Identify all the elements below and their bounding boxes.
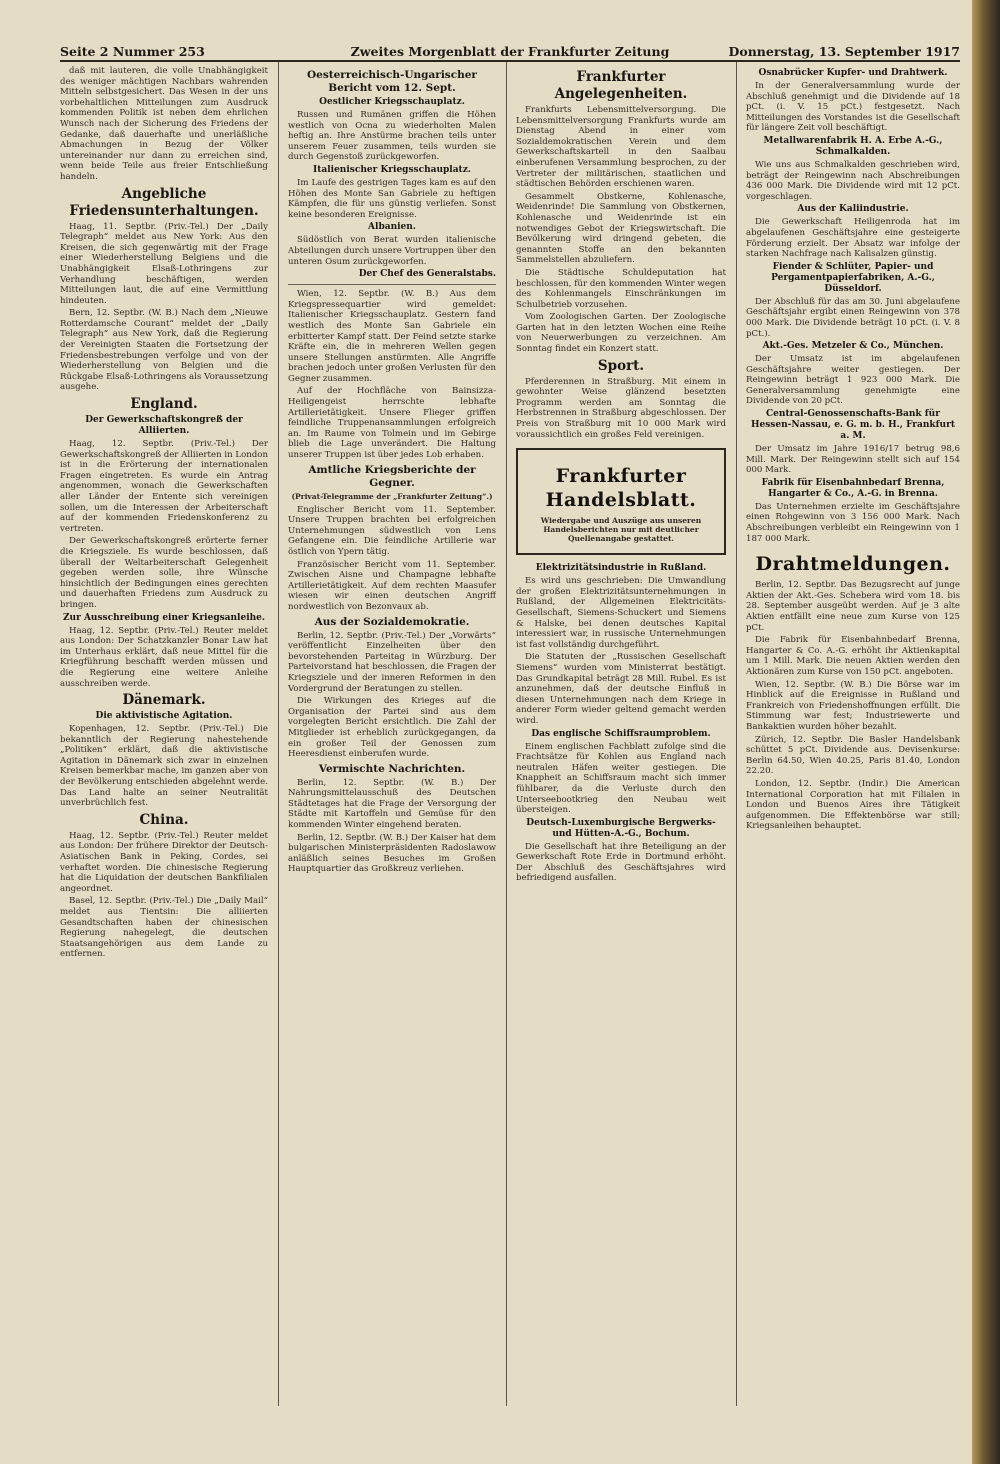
column-divider-1 [278,62,279,1406]
article-metzeler-1: Der Umsatz ist im abgelaufenen Geschäftsjahre weiter gestiegen. Der Reingewinn beträgt 1 923 000 Mark. Die Generalversammlung genehmigte eine Dividende von 20 pCt. [746,354,960,407]
newspaper-title: Zweites Morgenblatt der Frankfurter Zeitung [350,44,670,59]
trade-section-box [516,448,726,555]
column-divider-3 [736,62,737,1406]
heading-potash: Aus der Kaliindustrie. [797,204,909,215]
heading-england: England. [130,396,198,413]
heading-social-democracy: Aus der Sozialdemokratie. [314,615,470,628]
article-china-2: Basel, 12. Septbr. (Priv.-Tel.) Die „Daily Mail“ meldet aus Tientsin: Die alliierten Gesandtschaften haben der chinesischen Regierung nahegelegt, die deutschen Staatsangehörigen aus dem Lande zu entfernen. [60,896,268,960]
article-loan-1: Haag, 12. Septbr. (Priv.-Tel.) Reuter meldet aus London: Der Schatzkanzler Bonar Law hat im Unterhaus erklärt, daß neue Mittel für die Kriegführung beschafft werden müssen und die Regierung eine weitere Anleihe ausschreiben werde. [60,625,268,689]
article-albania-1: Südöstlich von Berat wurden italienische Abteilungen durch unsere Vortruppen über den unteren Osum zurückgeworfen. [288,235,496,267]
page-number: Seite 2 Nummer 253 [60,44,205,59]
heading-shipping: Das englische Schiffsraumproblem. [531,728,711,739]
heading-luxembourg-mining: Deutsch-Luxemburgische Bergwerks- und Hütten-A.-G., Bochum. [526,817,716,839]
article-intro: daß mit lauteren, die volle Unabhängigkeit des weniger mächtigen Nachbars wahrenden Mitteln selbstgesichert. Das Wesen in der uns vorbehaltlichen Mitteilungen zum Ausdruck kommenden Politik ist neben dem ehrlichen Wunsch nach der Sicherung des Friedens der Gedanke, daß dauerhafte und unerläßliche Abmachungen in Bezug der Völker untereinander nur dann zu erreichen sind, wenn beide Teile aus freier Entschließung handeln. [60,66,268,182]
article-peace-1: Haag, 11. Septbr. (Priv.-Tel.) Der „Daily Telegraph“ meldet aus New York: Aus den Kreisen, die sich gegenwärtig mit der Frage einer Wiederherstellung Belgiens und die Unabhängigkeit Elsaß-Lothringens zur Verhandlung beschäftigen, werden Mitteilungen laut, die auf eine Vermittlung hindeuten. [60,221,268,306]
heading-china: China. [139,811,189,828]
article-hessen-1: Der Umsatz im Jahre 1916/17 betrug 98,6 Mill. Mark. Der Reingewinn stellt sich auf 154 000 Mark. [746,444,960,476]
article-luxembourg-1: Die Gesellschaft hat ihre Beteiligung an der Gewerkschaft Rote Erde in Dortmund erhöht. Der Abschluß des Geschäftsjahres wird befriedigend ausfallen. [516,841,726,884]
heading-brenna: Fabrik für Eisenbahnbedarf Brenna, Hangarter & Co., A.-G. in Brenna. [761,477,945,499]
article-local-4: Vom Zoologischen Garten. Der Zoologische Garten hat in den letzten Wochen eine Reihe von Neuerwerbungen zu verzeichnen. Am Sonntag findet ein Konzert statt. [516,312,726,355]
heading-osnabrueck: Osnabrücker Kupfer- und Drahtwerk. [758,68,948,78]
article-enemy-2: Französischer Bericht vom 11. September. Zwischen Aisne und Champagne lebhafte Artillerietätigkeit. Auf dem rechten Maasufer wiesen wir einen deutschen Angriff nordwestlich von Bezonvaux ab. [288,559,496,612]
article-enemy-1: Englischer Bericht vom 11. September. Unsere Truppen brachten bei erfolgreichen Unternehmungen südwestlich von Lens Gefangene ein. Die feindliche Artillerie war östlich von Ypern tätig. [288,504,496,557]
article-italy-1: Im Laufe des gestrigen Tages kam es auf den Höhen des Monte San Gabriele zu heftigen Kämpfen, die für uns günstig verliefen. Sonst keine besonderen Ereignisse. [288,177,496,220]
heading-misc-news: Vermischte Nachrichten. [318,762,466,775]
column-divider-2 [506,62,507,1406]
article-social-2: Die Wirkungen des Krieges auf die Organisation der Partei sind aus dem vorgelegten Bericht ersichtlich. Die Zahl der Mitglieder ist erheblich zurückgegangen, da ein großer Teil der Genossen zum Heeresdienst einberufen wurde. [288,696,496,760]
heading-sport: Sport. [597,357,645,374]
report-signature: Der Chef des Generalstabs. [358,269,496,280]
article-sport-1: Pferderennen in Straßburg. Mit einem in gewohnter Weise glänzend besetzten Programm werden am Sonntag die Herbstrennen in Straßburg abgeschlossen. Der Preis von Straßburg mit 10 000 Mark wird voraussichtlich ein großes Feld vereinigen. [516,376,726,440]
heading-eastern-front: Oestlicher Kriegsschauplatz. [319,97,465,107]
page-header [60,44,960,60]
heading-albania: Albanien. [368,222,416,233]
column-2 [288,66,496,1406]
article-wire-1: Berlin, 12. Septbr. Das Bezugsrecht auf junge Aktien der Akt.-Ges. Schebera wird vom 18. bis 28. September ausgeübt werden. Auf je 3 alte Aktien entfällt eine neue zum Kurse von 125 pCt. [746,580,960,633]
heading-metzeler: Akt.-Ges. Metzeler & Co., München. [762,341,944,352]
heading-agitation: Die aktivistische Agitation. [95,711,233,722]
heading-union-congress: Der Gewerkschaftskongreß der Alliierten. [85,415,243,437]
article-wire-4: Zürich, 12. Septbr. Die Basler Handelsbank schüttet 5 pCt. Dividende aus. Devisenkurse: Berlin 64.50, Wien 40.25, Paris 81.40, London 22.20. [746,734,960,777]
column-3 [516,66,726,1406]
article-wire-2: Die Fabrik für Eisenbahnbedarf Brenna, Hangarter & Co. A.-G. erhöht ihr Aktienkapital um 1 Mill. Mark. Die neuen Aktien werden den Aktionären zum Kurse von 150 pCt. angeboten. [746,635,960,677]
heading-frankfurt-affairs: Frankfurter Angelegenheiten. [554,69,688,102]
separator [288,284,496,285]
heading-enemy-reports: Amtliche Kriegsberichte der Gegner. [308,463,476,489]
header-rule [60,60,960,62]
article-local-2: Gesammelt Obstkerne, Kohlenasche, Weidenrinde! Die Sammlung von Obstkernen, Kohlenasche und Weidenrinde ist ein notwendiges Gebot der Kriegswirtschaft. Die Bevölkerung wird dringend gebeten, die genannten Stoffe an den bekannten Sammelstellen abzuliefern. [516,191,726,266]
article-paper-1: Der Abschluß für das am 30. Juni abgelaufene Geschäftsjahr ergibt einen Reingewinn von 378 000 Mark. Die Dividende beträgt 10 pCt. (i. V. 8 pCt.). [746,296,960,339]
heading-electro-industry: Elektrizitätsindustrie in Rußland. [535,563,707,574]
article-china-1: Haag, 12. Septbr. (Priv.-Tel.) Reuter meldet aus London: Der frühere Direktor der Deutsch-Asiatischen Bank in Peking, Cordes, sei verhaftet worden. Die chinesische Regierung hat die Liquidation der deutschen Bankfilialen angeordnet. [60,830,268,894]
trade-section-note: Wiedergabe und Auszüge aus unseren Handelsberichten nur mit deutlicher Quellenangabe gestattet. [540,516,702,544]
article-local-1: Frankfurts Lebensmittelversorgung. Die Lebensmittelversorgung Frankfurts wurde am Dienstag Abend in einer vom Sozialdemokratischen Verein und dem Gewerkschaftskartell in den Saalbau einberufenen Versammlung besprochen, zu der Vertreter der militärischen, staatlichen und städtischen Behörden erschienen waren. [516,105,726,190]
heading-war-loan: Zur Ausschreibung einer Kriegsanleihe. [62,612,266,623]
article-east-1: Russen und Rumänen griffen die Höhen westlich von Ocna zu wiederholten Malen heftig an. Ihre Anstürme brachen teils unter unserem Feuer zusammen, teils wurden sie durch Gegenstoß zurückgeworfen. [288,110,496,163]
article-denmark-1: Kopenhagen, 12. Septbr. (Priv.-Tel.) Die bekanntlich der Regierung nahestehende „Politiken“ erklärt, daß die aktivistische Agitation in Dänemark sich zwar in einzelnen Kreisen bemerkbar mache, im ganzen aber von der Bevölkerung entschieden abgelehnt werde. Das Land halte an seiner Neutralität unverbrüchlich fest. [60,724,268,809]
article-misc-2: Berlin, 12. Septbr. (W. B.) Der Kaiser hat dem bulgarischen Ministerpräsidenten Radoslawow anläßlich seines Besuches im Großen Hauptquartier das Großkreuz verliehen. [288,832,496,875]
heading-paper: Fiender & Schlüter, Papier- und Pergamentpapierfabriken, A.-G., Düsseldorf. [771,261,935,294]
heading-metalware: Metallwarenfabrik H. A. Erbe A.-G., Schmalkalden. [763,135,943,157]
article-peace-2: Bern, 12. Septbr. (W. B.) Nach dem „Nieuwe Rotterdamsche Courant“ meldet der „Daily Telegraph“ aus New York, daß die Regierung der Vereinigten Staaten die Fortsetzung der Friedensbestrebungen verfolge und von der Wiederherstellung von Belgien und die Rückgabe Elsaß-Lothringens als Voraussetzung ausgehe. [60,308,268,393]
heading-peace-talks: Angebliche Friedensunterhaltungen. [69,185,259,219]
article-misc-1: Berlin, 12. Septbr. (W. B.) Der Nahrungsmittelausschuß des Deutschen Städtetages hat die Frage der Versorgung der Städte mit Kartoffeln und Gemüse für den kommenden Winter eingehend beraten. [288,777,496,831]
article-vienna-2: Auf der Hochfläche von Bainsizza-Heiligengeist herrschte lebhafte Artillerietätigkeit. Unsere Flieger griffen feindliche Truppenansammlungen erfolgreich an. Im Raume von Tolmein und im Gebirge blieb die Lage unverändert. Die Haltung unserer Truppen ist über jedes Lob erhaben. [288,386,496,461]
article-brenna-1: Das Unternehmen erzielte im Geschäftsjahre einen Rohgewinn von 3 156 000 Mark. Nach Abschreibungen verbleibt ein Reingewinn von 1 187 000 Mark. [746,501,960,544]
issue-date: Donnerstag, 13. September 1917 [728,44,960,59]
heading-austrian-report: Oesterreichisch-Ungarischer Bericht vom 12. Sept. [307,69,477,94]
article-vienna-1: Wien, 12. Septbr. (W. B.) Aus dem Kriegspressequartier wird gemeldet: Italienischer Kriegsschauplatz. Gestern fand westlich des Monte San Gabriele ein erbitterter Kampf statt. Der Feind setzte starke Kräfte ein, die in mehreren Wellen gegen unsere Stellungen anstürmten. Alle Angriffe brachen jedoch unter großen Verlusten für den Gegner zusammen. [288,289,496,384]
article-metalware-1: Wie uns aus Schmalkalden geschrieben wird, beträgt der Reingewinn nach Abschreibungen 436 000 Mark. Die Dividende wird mit 12 pCt. vorgeschlagen. [746,159,960,202]
article-potash-1: Die Gewerkschaft Heiligenroda hat im abgelaufenen Geschäftsjahre eine gesteigerte Förderung erzielt. Der Absatz war infolge der starken Nachfrage nach Kalisalzen günstig. [746,217,960,260]
article-osnabrueck-1: In der Generalversammlung wurde der Abschluß genehmigt und die Dividende auf 18 pCt. (i. V. 15 pCt.) festgesetzt. Nach Mitteilungen des Vorstandes ist die Gesellschaft für längere Zeit voll beschäftigt. [746,81,960,134]
article-local-3: Die Städtische Schuldeputation hat beschlossen, für den kommenden Winter wegen des Kohlenmangels Einschränkungen im Schulbetrieb vorzusehen. [516,267,726,310]
heading-wire-reports: Drahtmeldungen. [755,553,951,576]
article-shipping-1: Einem englischen Fachblatt zufolge sind die Frachtsätze für Kohlen aus England nach neutralen Häfen weiter gestiegen. Die Knappheit an Schiffsraum macht sich immer fühlbarer, da die Verluste durch den Unterseebootkrieg den Neubau weit übersteigen. [516,741,726,816]
heading-italian-front: Italienischer Kriegsschauplatz. [313,164,471,175]
heading-denmark: Dänemark. [122,692,206,709]
enemy-reports-note: (Privat-Telegramme der „Frankfurter Zeitung“.) [291,491,493,501]
article-wire-5: London, 12. Septbr. (Indir.) Die American International Corporation hat mit Filialen in London und Buenos Aires ihre Tätigkeit aufgenommen. Die Effektenbörse war still; Kriegsanleihen behauptet. [746,778,960,832]
heading-trade-section: Frankfurter Handelsblatt. [545,465,697,512]
article-wire-3: Wien, 12. Septbr. (W. B.) Die Börse war im Hinblick auf die Ereignisse in Rußland und Frankreich von Friedenshoffnungen erfüllt. Die Stimmung war fest; Industriewerte und Bankaktien wurden höher bezahlt. [746,679,960,732]
article-electro-1: Es wird uns geschrieben: Die Umwandlung der großen Elektrizitätsunternehmungen in Rußland, der Allgemeinen Elektricitäts-Gesellschaft, Siemens-Schuckert und Siemens & Halske, bei denen deutsches Kapital interessiert war, in russische Unternehmungen ist fast vollständig durchgeführt. [516,576,726,650]
article-england-1: Haag, 12. Septbr. (Priv.-Tel.) Der Gewerkschaftskongreß der Alliierten in London ist in die Erörterung der internationalen Fragen eingetreten. Es wurde ein Antrag angenommen, wonach die Gewerkschaften aller Länder der Entente sich vereinigen sollen, um die Interessen der Arbeiterschaft auf der kommenden Friedenskonferenz zu vertreten. [60,439,268,534]
page-edge [972,0,1000,1464]
article-social-1: Berlin, 12. Septbr. (Priv.-Tel.) Der „Vorwärts“ veröffentlicht Einzelheiten über den bevorstehenden Parteitag in Würzburg. Der Parteivorstand hat beschlossen, die Fragen der Kriegsziele und der inneren Reformen in den Vordergrund der Beratungen zu stellen. [288,630,496,694]
article-electro-2: Die Statuten der „Russischen Gesellschaft Siemens“ wurden vom Ministerrat bestätigt. Das Grundkapital beträgt 28 Mill. Rubel. Es ist anzunehmen, daß der deutsche Einfluß in diesen Unternehmungen nach dem Kriege in anderer Form wieder geltend gemacht werden wird. [516,652,726,726]
column-1 [60,66,268,1406]
article-england-2: Der Gewerkschaftskongreß erörterte ferner die Kriegsziele. Es wurde beschlossen, daß überall der Weltarbeiterschaft Gelegenheit gegeben werden solle, ihre Wünsche hinsichtlich der Bedingungen eines gerechten und dauerhaften Friedens zum Ausdruck zu bringen. [60,536,268,610]
heading-hessen-bank: Central-Genossenschafts-Bank für Hessen-Nassau, e. G. m. b. H., Frankfurt a. M. [751,409,955,442]
column-4 [746,66,960,1406]
